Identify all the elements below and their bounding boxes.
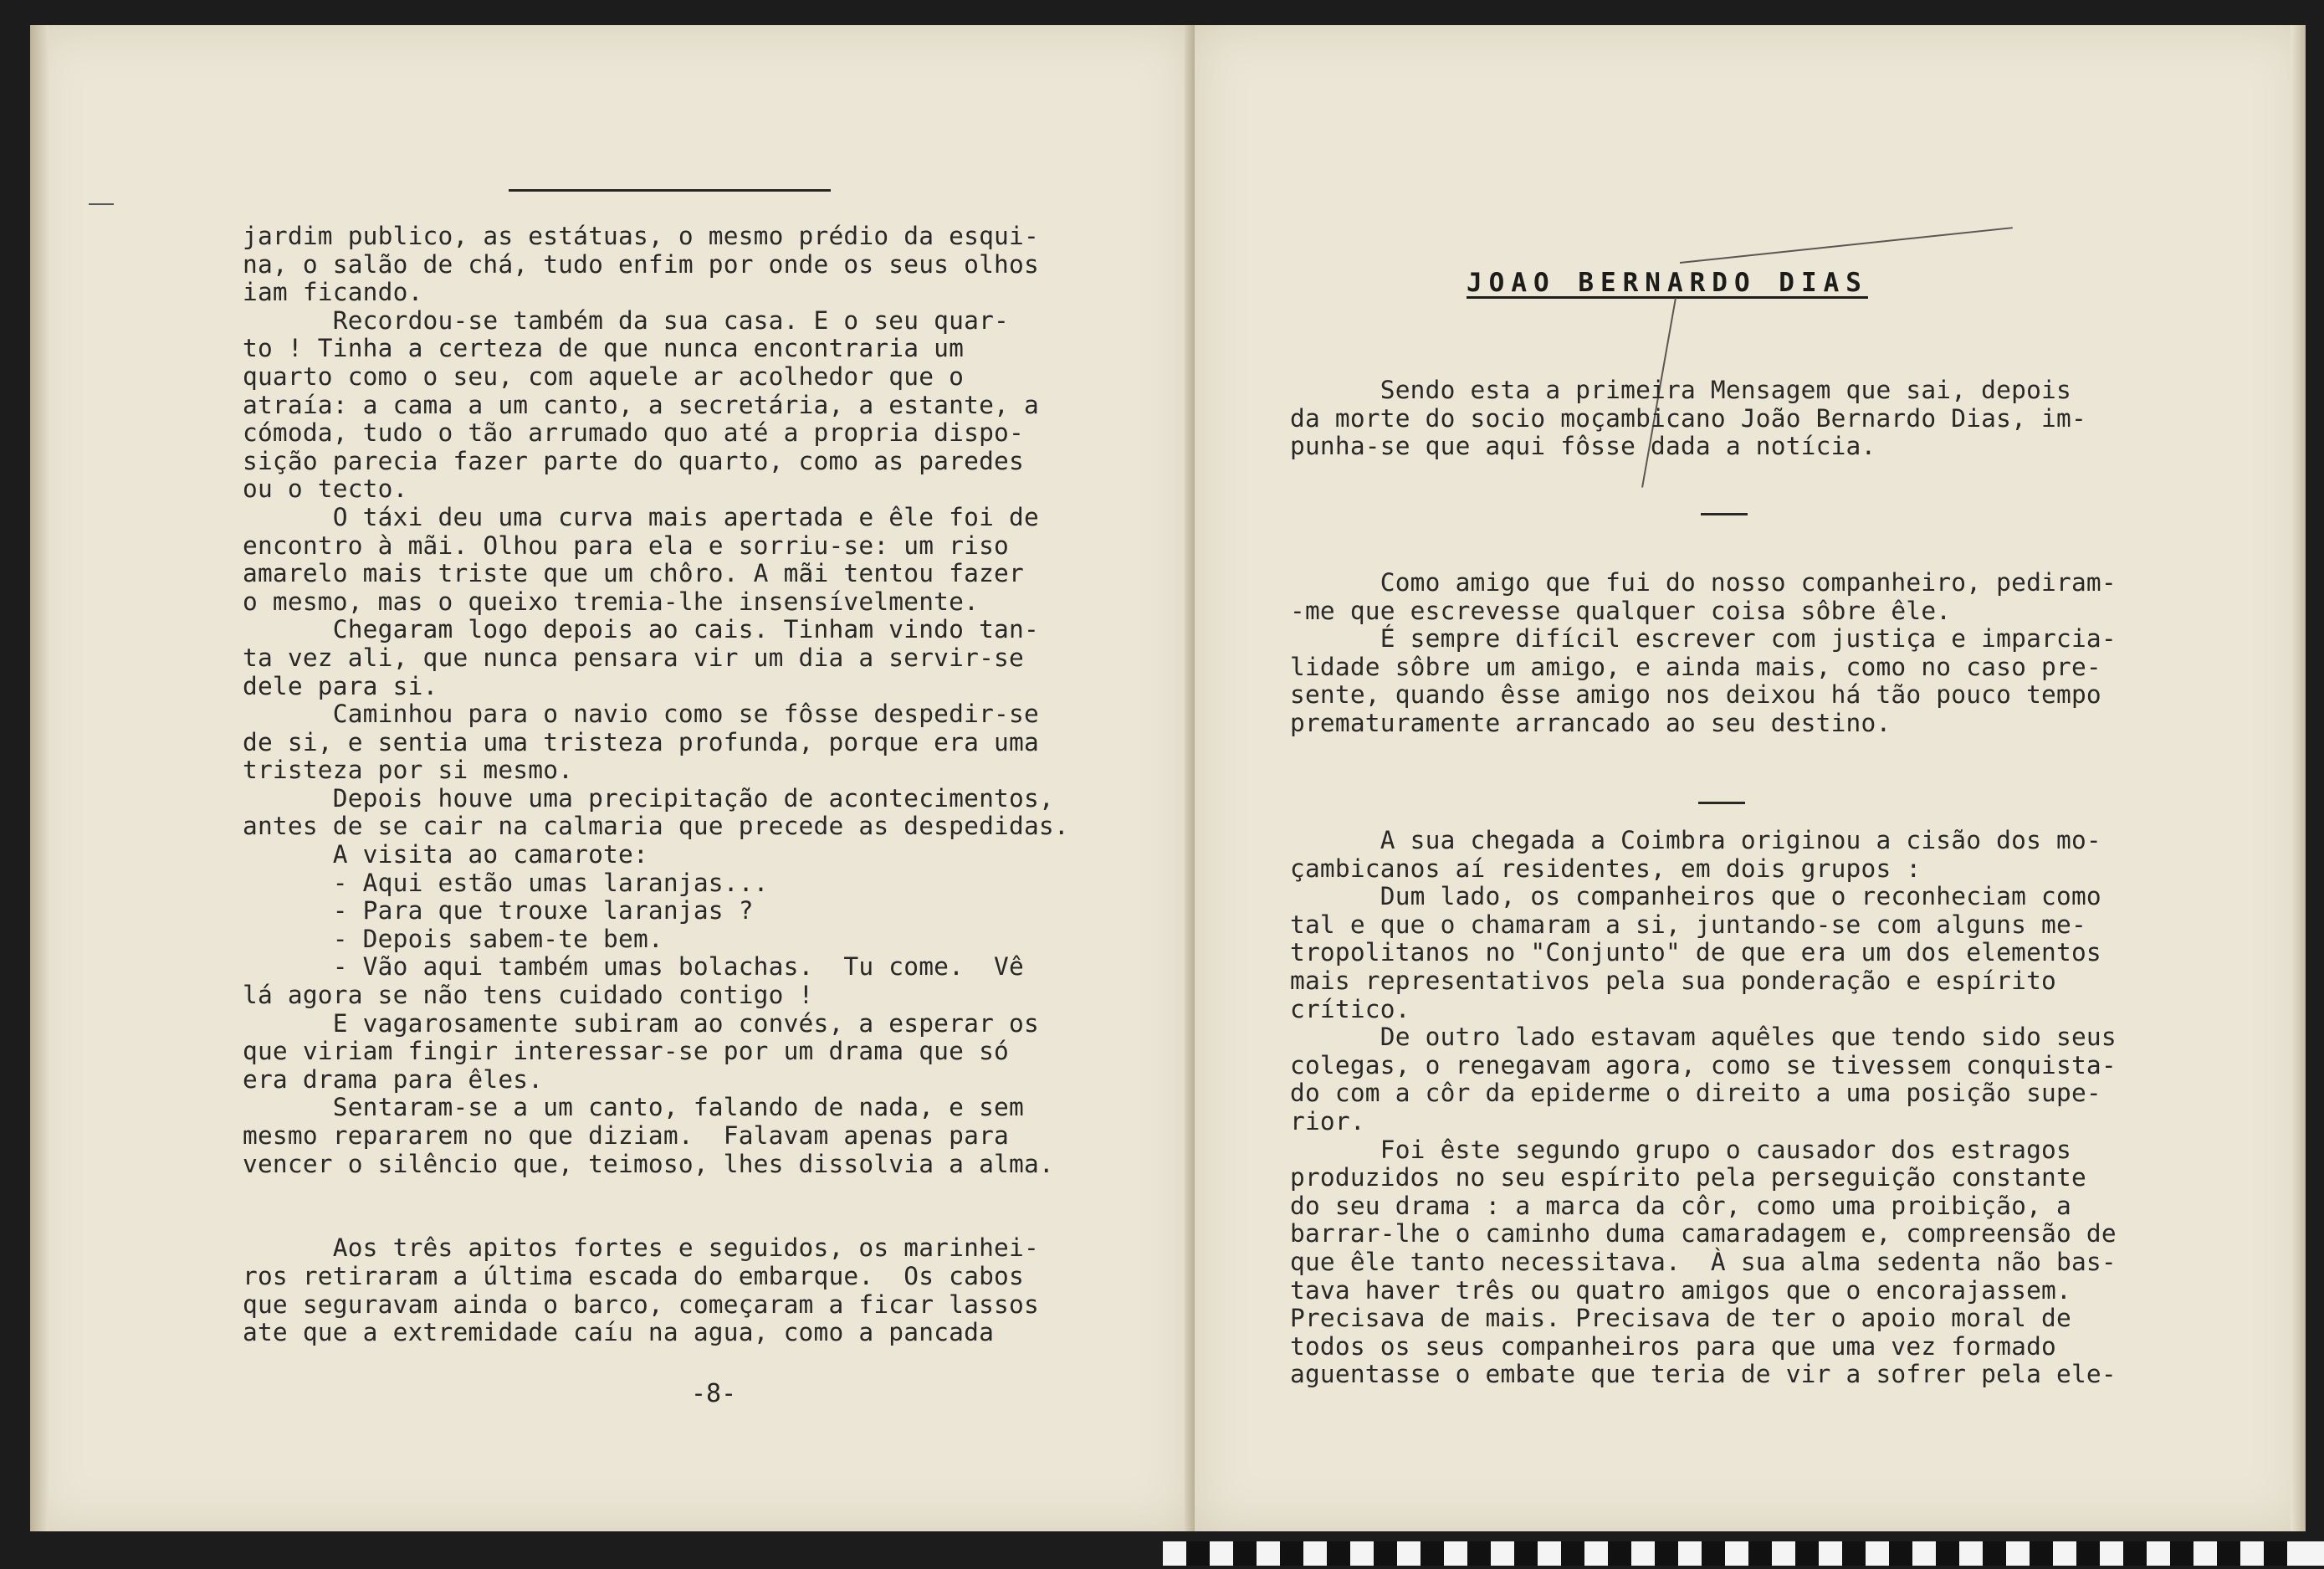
scale-segment (1819, 1541, 1842, 1566)
scale-segment (1467, 1541, 1491, 1566)
margin-mark (89, 203, 114, 205)
text-line: encontro à mãi. Olhou para ela e sorriu-se: um riso (243, 531, 1009, 560)
text-line: Sentaram-se a um canto, falando de nada, e sem (243, 1093, 1024, 1122)
scale-segment (1233, 1541, 1257, 1566)
text-line: ta vez ali, que nunca pensara vir um dia a servir-se (243, 643, 1024, 672)
scale-segment (1889, 1541, 1912, 1566)
text-line: Chegaram logo depois ao cais. Tinham vindo tan- (243, 615, 1039, 644)
text-line: tristeza por si mesmo. (243, 756, 574, 785)
text-line: era drama para êles. (243, 1064, 544, 1094)
text-line: O táxi deu uma curva mais apertada e êle foi de (243, 502, 1039, 531)
scale-segment (1444, 1541, 1467, 1566)
text-line (243, 1207, 1069, 1235)
intro-paragraph (1290, 377, 2086, 461)
top-separator-rule (509, 189, 831, 192)
text-line: Foi êste segundo grupo o causador dos estragos (1290, 1135, 2071, 1164)
scale-segment (1983, 1541, 2006, 1566)
text-line: cómoda, tudo o tão arrumado quo até a propria dispo- (243, 418, 1024, 448)
scale-segment (1912, 1541, 1936, 1566)
text-line: lidade sôbre um amigo, e ainda mais, como no caso pre- (1290, 652, 2101, 681)
text-line: tropolitanos no "Conjunto" de que era um dos elementos (1290, 938, 2101, 967)
text-line: lá agora se não tens cuidado contigo ! (243, 981, 814, 1010)
scale-segment (1514, 1541, 1538, 1566)
scale-segment (2240, 1541, 2264, 1566)
text-line: É sempre difícil escrever com justiça e imparcia- (1290, 624, 2117, 654)
section-divider-1 (1701, 513, 1748, 515)
text-line: atraía: a cama a um canto, a secretária, a estante, a (243, 390, 1039, 419)
scale-segment (1631, 1541, 1655, 1566)
text-line: Depois houve uma precipitação de acontecimentos, (243, 783, 1054, 813)
text-line: o mesmo, mas o queixo tremia-lhe insensívelmente. (243, 587, 980, 616)
scale-segment (1655, 1541, 1678, 1566)
text-line: rior. (1290, 1106, 1365, 1136)
scale-segment (1374, 1541, 1397, 1566)
text-line: Como amigo que fui do nosso companheiro, pediram- (1290, 568, 2117, 597)
text-line: sente, quando êsse amigo nos deixou há tão pouco tempo (1290, 680, 2101, 710)
scale-segment (1163, 1541, 1186, 1566)
scale-segment (1561, 1541, 1584, 1566)
section-divider-2 (1698, 802, 1745, 804)
text-line: crítico. (1290, 994, 1410, 1023)
scale-segment (1421, 1541, 1444, 1566)
scale-segment (2123, 1541, 2147, 1566)
scale-segment (1397, 1541, 1421, 1566)
scale-segment (2217, 1541, 2240, 1566)
text-line: to ! Tinha a certeza de que nunca encontraria um (243, 334, 965, 363)
text-line: na, o salão de chá, tudo enfim por onde os seus olhos (243, 249, 1039, 279)
text-line: Recordou-se também da sua casa. E o seu quar- (243, 305, 1009, 335)
article-title: JOAO BERNARDO DIAS (1467, 268, 1868, 298)
text-line (243, 1178, 1069, 1207)
scale-segment (2147, 1541, 2170, 1566)
text-line: punha-se que aqui fôsse dada a notícia. (1290, 432, 1876, 461)
text-line: dele para si. (243, 671, 438, 700)
text-line: barrar-lhe o caminho duma camaradagem e, compreensão de (1290, 1219, 2117, 1249)
color-scale-bar (1163, 1541, 2324, 1566)
text-line: Aos três apitos fortes e seguidos, os marinhei- (243, 1233, 1039, 1263)
text-line: aguentasse o embate que teria de vir a sofrer pela ele- (1290, 1360, 2117, 1389)
scale-segment (1303, 1541, 1327, 1566)
text-line: produzidos no seu espírito pela perseguição constante (1290, 1163, 2086, 1192)
text-line: - Aqui estão umas laranjas... (243, 868, 769, 897)
text-line: Precisava de mais. Precisava de ter o apoio moral de (1290, 1304, 2071, 1333)
scale-segment (1491, 1541, 1514, 1566)
text-line: que viriam fingir interessar-se por um drama que só (243, 1037, 1009, 1066)
text-line: ate que a extremidade caíu na agua, como a pancada (243, 1318, 995, 1347)
scale-segment (1725, 1541, 1748, 1566)
text-line: Caminhou para o navio como se fôsse despedir-se (243, 700, 1039, 729)
text-line: iam ficando. (243, 278, 423, 307)
scale-segment (1280, 1541, 1303, 1566)
left-page-body-text (243, 223, 1069, 1347)
text-line: vencer o silêncio que, teimoso, lhes dissolvia a alma. (243, 1149, 1054, 1178)
text-line: -me que escrevesse qualquer coisa sôbre êle. (1290, 596, 1952, 625)
text-line: jardim publico, as estátuas, o mesmo prédio da esqui- (243, 222, 1039, 250)
scale-segment (2053, 1541, 2076, 1566)
scale-segment (2006, 1541, 2030, 1566)
scale-segment (2170, 1541, 2193, 1566)
text-line: sição parecia fazer parte do quarto, como as paredes (243, 446, 1024, 475)
text-line: De outro lado estavam aquêles que tendo sido seus (1290, 1023, 2117, 1052)
scale-segment (1842, 1541, 1866, 1566)
text-line: ou o tecto. (243, 474, 408, 504)
text-line: ros retiraram a última escada do embarque. Os cabos (243, 1261, 1024, 1290)
right-page (1195, 25, 2306, 1531)
text-line: quarto como o seu, com aquele ar acolhedor que o (243, 361, 965, 391)
scale-segment (1327, 1541, 1350, 1566)
scale-segment (1257, 1541, 1280, 1566)
scale-segment (1866, 1541, 1889, 1566)
scale-segment (1584, 1541, 1608, 1566)
text-line: çambicanos aí residentes, em dois grupos : (1290, 854, 1922, 883)
text-line: A sua chegada a Coimbra originou a cisão dos mo- (1290, 826, 2101, 854)
text-line: mesmo repararem no que diziam. Falavam apenas para (243, 1121, 1009, 1150)
text-line: E vagarosamente subiram ao convés, a esperar os (243, 1008, 1039, 1038)
left-page (30, 25, 1195, 1531)
text-line: - Para que trouxe laranjas ? (243, 896, 754, 926)
scale-segment (1959, 1541, 1983, 1566)
scale-segment (2100, 1541, 2123, 1566)
scale-segment (2030, 1541, 2053, 1566)
tribute-paragraph (1290, 569, 2117, 738)
text-line: que seguravam ainda o barco, começaram a ficar lassos (243, 1290, 1039, 1319)
text-line: da morte do socio moçambicano João Bernardo Dias, im- (1290, 403, 2086, 433)
text-line: mais representativos pela sua ponderação e espírito (1290, 966, 2056, 995)
scale-segment (1608, 1541, 1631, 1566)
book-spread (30, 25, 2306, 1531)
text-line: do com a côr da epiderme o direito a uma posição supe- (1290, 1079, 2101, 1108)
text-line: - Vão aqui também umas bolachas. Tu come. Vê (243, 952, 1024, 982)
scale-segment (1186, 1541, 1210, 1566)
scale-segment (2076, 1541, 2100, 1566)
text-line: antes de se cair na calmaria que precede as despedidas. (243, 812, 1069, 841)
text-line: Sendo esta a primeira Mensagem que sai, depois (1290, 376, 2071, 404)
scale-segment (1772, 1541, 1795, 1566)
text-line: todos os seus companheiros para que uma vez formado (1290, 1331, 2056, 1361)
text-line: que êle tanto necessitava. À sua alma sedenta não bas- (1290, 1247, 2117, 1276)
text-line: Dum lado, os companheiros que o reconheciam como (1290, 882, 2101, 911)
scale-segment (1678, 1541, 1702, 1566)
text-line: tava haver três ou quatro amigos que o encorajassem. (1290, 1275, 2071, 1305)
text-line: prematuramente arrancado ao seu destino. (1290, 708, 1891, 737)
text-line: amarelo mais triste que um chôro. A mãi tentou fazer (243, 559, 1024, 588)
scale-segment (1795, 1541, 1819, 1566)
text-line: tal e que o chamaram a si, juntando-se com alguns me- (1290, 910, 2086, 939)
scale-segment (1748, 1541, 1772, 1566)
scale-segment (1702, 1541, 1725, 1566)
scale-segment (1538, 1541, 1561, 1566)
scale-segment (1350, 1541, 1374, 1566)
scale-segment (2264, 1541, 2287, 1566)
page-number: -8- (691, 1379, 737, 1408)
text-line: do seu drama : a marca da côr, como uma proibição, a (1290, 1191, 2071, 1220)
scale-segment (2287, 1541, 2311, 1566)
text-line: A visita ao camarote: (243, 840, 648, 869)
text-line: de si, e sentia uma tristeza profunda, porque era uma (243, 727, 1039, 756)
paper-crease (1680, 227, 2013, 264)
coimbra-paragraph (1290, 827, 2117, 1389)
text-line: colegas, o renegavam agora, como se tivessem conquista- (1290, 1050, 2117, 1079)
scale-segment (1936, 1541, 1959, 1566)
scale-segment (2193, 1541, 2217, 1566)
scale-segment (1210, 1541, 1233, 1566)
text-line: - Depois sabem-te bem. (243, 924, 663, 953)
